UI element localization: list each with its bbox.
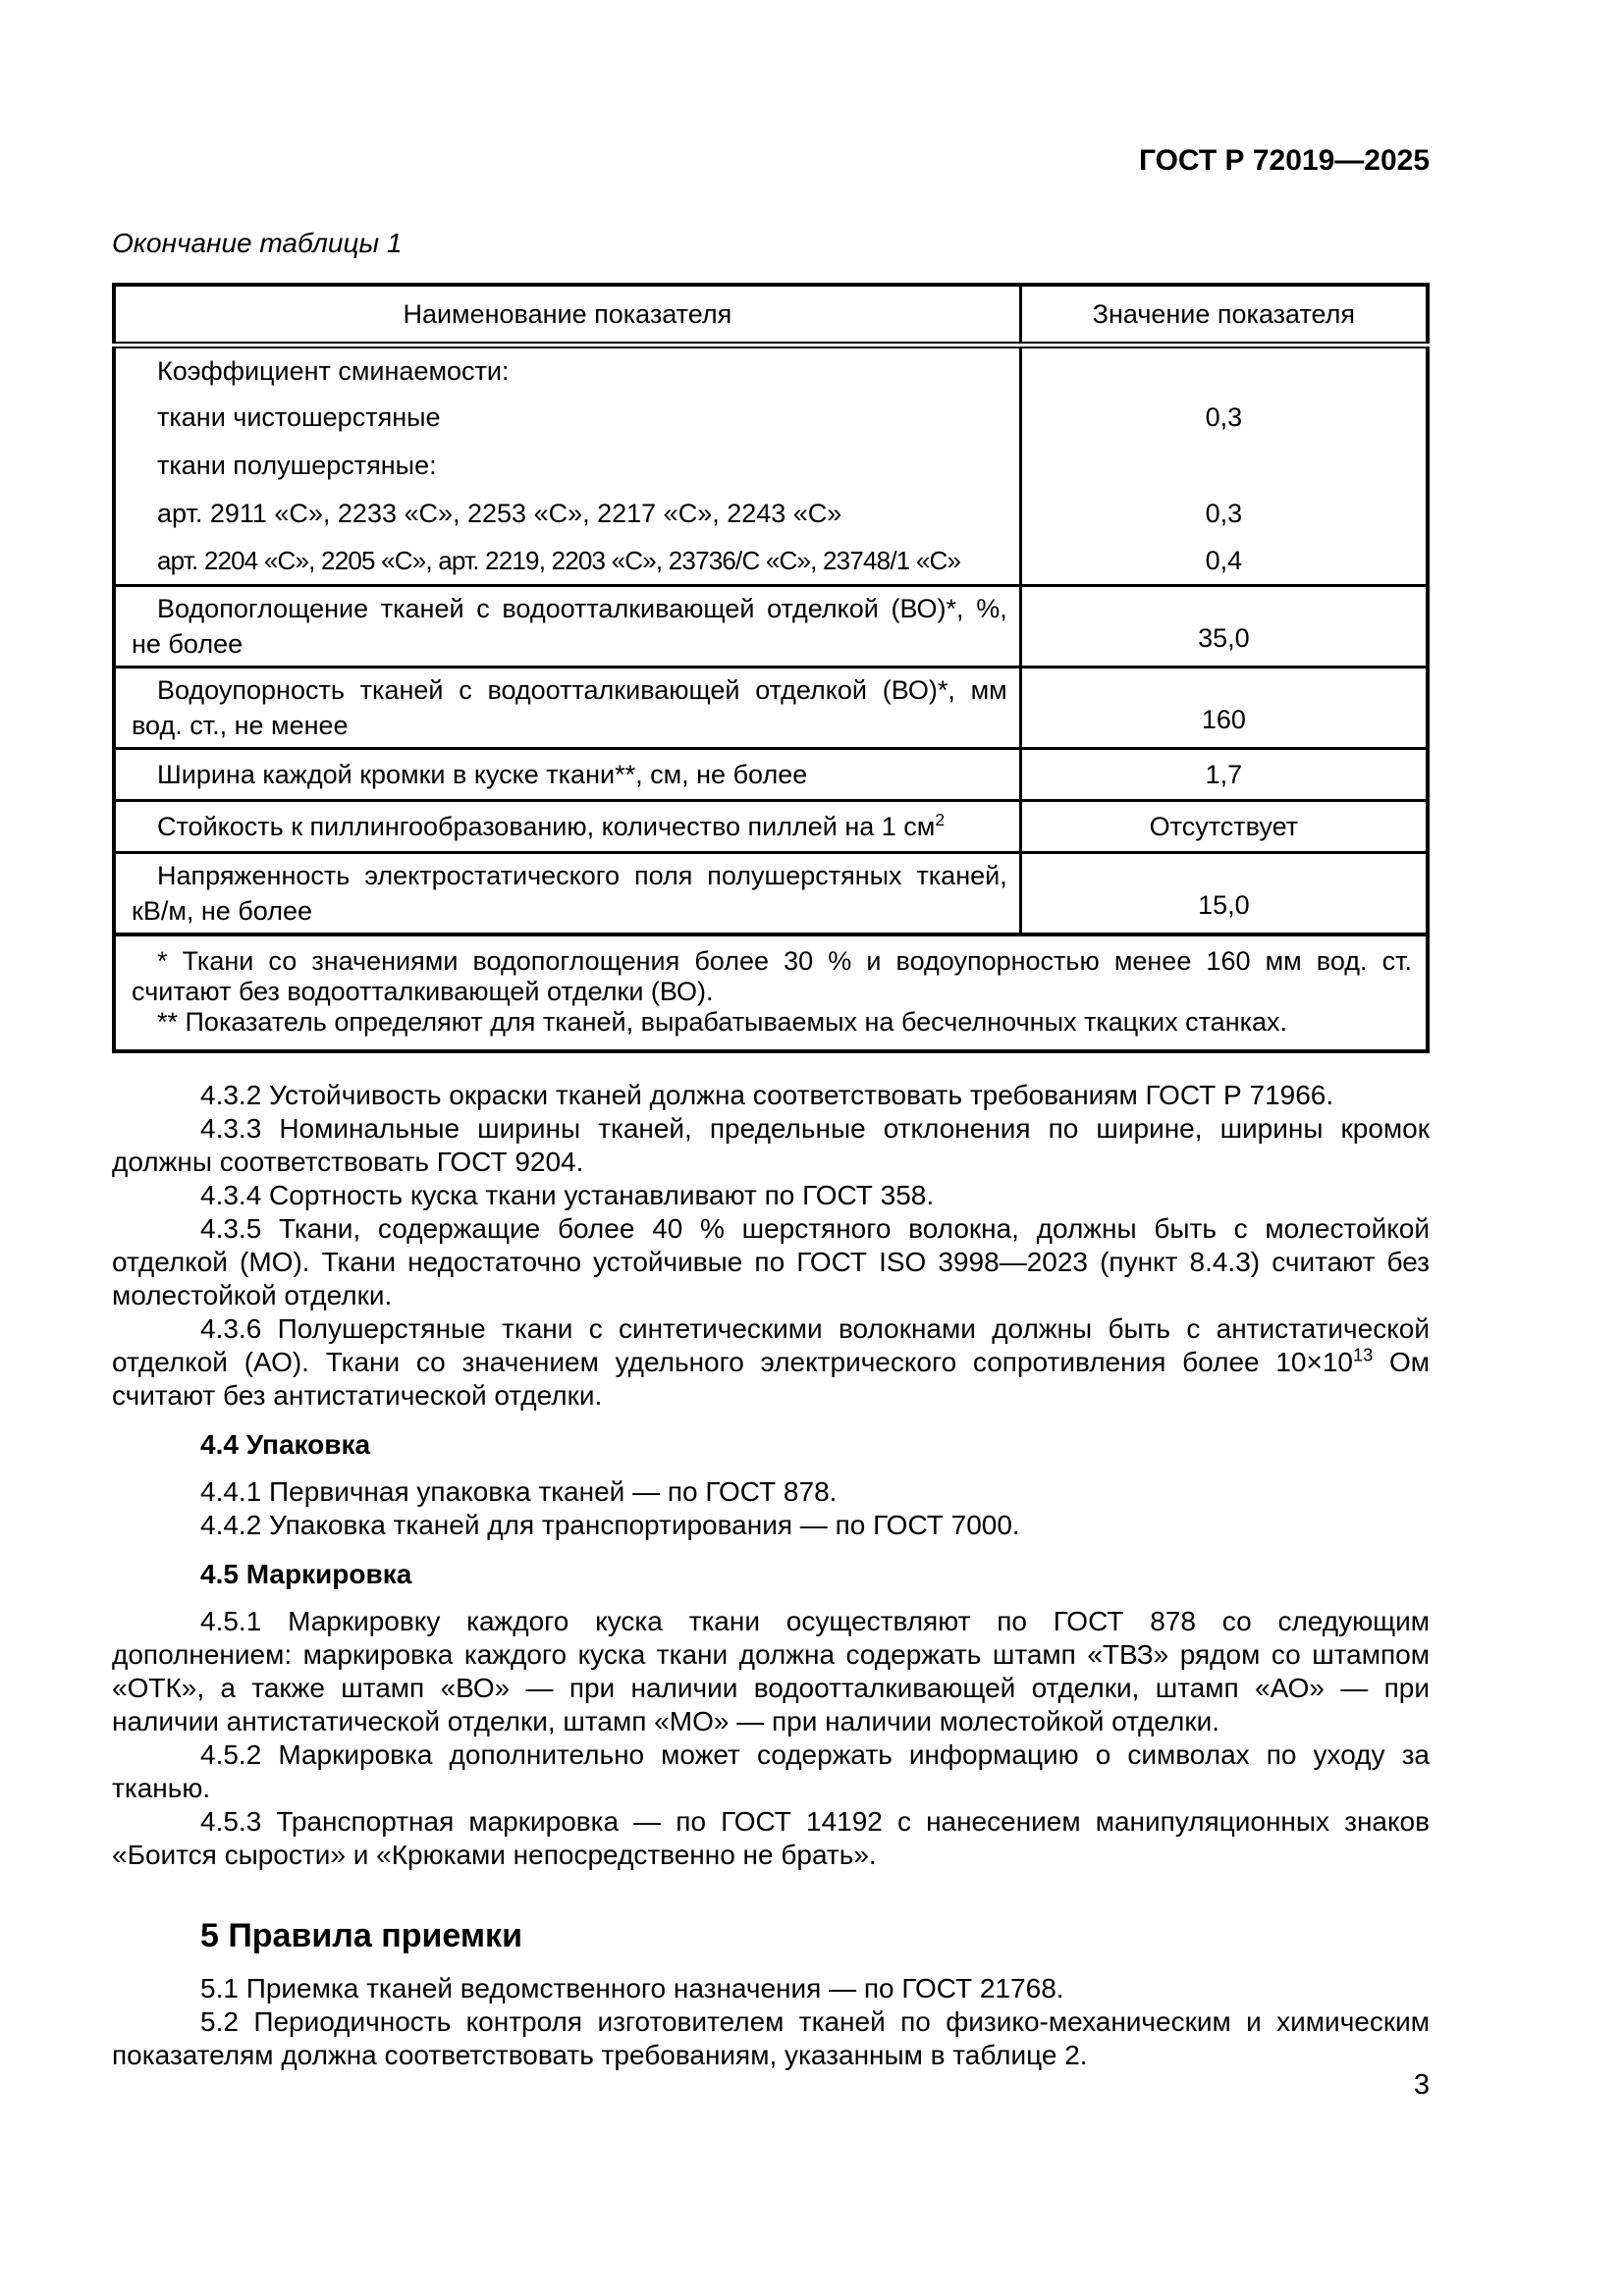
row-value bbox=[1020, 346, 1428, 394]
row-label: Коэффициент сминаемости: bbox=[114, 346, 1020, 394]
row-value: Отсутствует bbox=[1020, 801, 1428, 853]
table-row bbox=[114, 586, 1428, 667]
heading-4-5-marking: 4.5 Маркировка bbox=[200, 1559, 412, 1589]
row-value: 0,4 bbox=[1205, 546, 1243, 576]
table-row bbox=[114, 346, 1428, 394]
row-label: Ширина каждой кромки в куске ткани**, см, не более bbox=[114, 749, 1020, 801]
heading-4-4-packaging: 4.4 Упаковка bbox=[200, 1429, 371, 1460]
table-header-value: Значение показателя bbox=[1020, 285, 1428, 346]
table-footnotes-row bbox=[114, 934, 1428, 1051]
table-row bbox=[114, 490, 1428, 538]
table-header-row bbox=[114, 285, 1428, 346]
table-row bbox=[114, 538, 1428, 586]
table-row bbox=[114, 749, 1428, 801]
paragraph-4-3-6: 4.3.6 Полушерстяные ткани с синтетическими волокнами должны быть с антистатической отделкой (АО). Ткани со значением удельного электрического сопротивления более $10\times 10^{13}$ Ом считают без антистатической отделки. bbox=[112, 1313, 1430, 1411]
table-row bbox=[114, 853, 1428, 935]
document-header: ГОСТ Р 72019—2025 bbox=[1138, 144, 1430, 177]
paragraph-4-5-1: 4.5.1 Маркировку каждого куска ткани осуществляют по ГОСТ 878 со следующим дополнением: маркировка каждого куска ткани должна содержать штамп «ТВЗ» рядом со штампом «ОТК», а также штамп «ВО» — при наличии водоотталкивающей отделки, штамп «АО» — при наличии антистатической отделки, штамп «МО» — при наличии молестойкой отделки. bbox=[112, 1606, 1430, 1736]
table-row bbox=[114, 442, 1428, 490]
paragraph-5-2: 5.2 Периодичность контроля изготовителем тканей по физико-механическим и химическим показателям должна соответствовать требованиям, указанным в таблице 2. bbox=[112, 2006, 1430, 2070]
row-value: 0,3 bbox=[1205, 402, 1243, 432]
row-label: Водоупорность тканей с водоотталкивающей отделкой (ВО)*, мм вод. ст., не менее bbox=[114, 667, 1020, 749]
table-footnotes-cell bbox=[114, 934, 1428, 1051]
row-label: Напряженность электростатического поля полушерстяных тканей, кВ/м, не более bbox=[114, 853, 1020, 935]
paragraph-4-5-3: 4.5.3 Транспортная маркировка — по ГОСТ 14192 с нанесением манипуляционных знаков «Боится сырости» и «Крюками непосредственно не брать». bbox=[112, 1806, 1430, 1870]
table-row bbox=[114, 801, 1428, 853]
document-body bbox=[112, 1079, 1430, 2072]
row-value: 160 bbox=[1020, 667, 1428, 749]
row-value: 1,7 bbox=[1020, 749, 1428, 801]
paragraph-4-5-2: 4.5.2 Маркировка дополнительно может содержать информацию о символах по уходу за тканью. bbox=[112, 1739, 1430, 1803]
paragraph-4-4-2: 4.4.2 Упаковка тканей для транспортирования — по ГОСТ 7000. bbox=[200, 1510, 1020, 1540]
row-label: Стойкость к пиллингообразованию, количество пиллей на 1 $см^2$ bbox=[114, 801, 1020, 853]
table-footnote-1: * Ткани со значениями водопоглощения более 30 % и водоупорностью менее 160 мм вод. ст. считают без водоотталкивающей отделки (ВО). bbox=[132, 946, 1412, 1006]
row-value bbox=[1020, 442, 1428, 490]
row-label: ткани чистошерстяные bbox=[114, 394, 1020, 442]
paragraph-4-3-2: 4.3.2 Устойчивость окраски тканей должна соответствовать требованиям ГОСТ Р 71966. bbox=[200, 1080, 1334, 1110]
table-footnote-2: ** Показатель определяют для тканей, вырабатываемых на бесчелночных ткацких станках. bbox=[157, 1007, 1288, 1037]
table-header-name: Наименование показателя bbox=[114, 285, 1020, 346]
row-value: 0,3 bbox=[1205, 499, 1243, 528]
row-label: Водопоглощение тканей с водоотталкивающей отделкой (ВО)*, %, не более bbox=[114, 586, 1020, 667]
paragraph-4-3-4: 4.3.4 Сортность куска ткани устанавливают по ГОСТ 358. bbox=[200, 1180, 935, 1210]
row-value: 15,0 bbox=[1020, 853, 1428, 935]
paragraph-4-4-1: 4.4.1 Первичная упаковка тканей — по ГОСТ 878. bbox=[200, 1476, 838, 1507]
row-label: арт. 2204 «С», 2205 «С», арт. 2219, 2203 «С», 23736/С «С», 23748/1 «С» bbox=[114, 538, 1020, 586]
paragraph-5-1: 5.1 Приемка тканей ведомственного назначения — по ГОСТ 21768. bbox=[200, 1973, 1064, 2003]
row-value: 35,0 bbox=[1020, 586, 1428, 667]
paragraph-4-3-5: 4.3.5 Ткани, содержащие более 40 % шерстяного волокна, должны быть с молестойкой отделкой (МО). Ткани недостаточно устойчивые по ГОСТ ISO 3998—2023 (пункт 8.4.3) считают без молестойкой отделки. bbox=[112, 1213, 1430, 1310]
row-label: ткани полушерстяные: bbox=[114, 442, 1020, 490]
characteristics-table bbox=[112, 283, 1430, 1053]
table-row bbox=[114, 667, 1428, 749]
page-number: 3 bbox=[1413, 2069, 1430, 2101]
table-row bbox=[114, 394, 1428, 442]
heading-5-acceptance-rules: 5 Правила приемки bbox=[200, 1917, 522, 1954]
paragraph-4-3-3: 4.3.3 Номинальные ширины тканей, предельные отклонения по ширине, ширины кромок должны соответствовать ГОСТ 9204. bbox=[112, 1113, 1430, 1177]
table-caption: Окончание таблицы 1 bbox=[112, 228, 403, 258]
row-label: арт. 2911 «С», 2233 «С», 2253 «С», 2217 «С», 2243 «С» bbox=[114, 490, 1020, 538]
